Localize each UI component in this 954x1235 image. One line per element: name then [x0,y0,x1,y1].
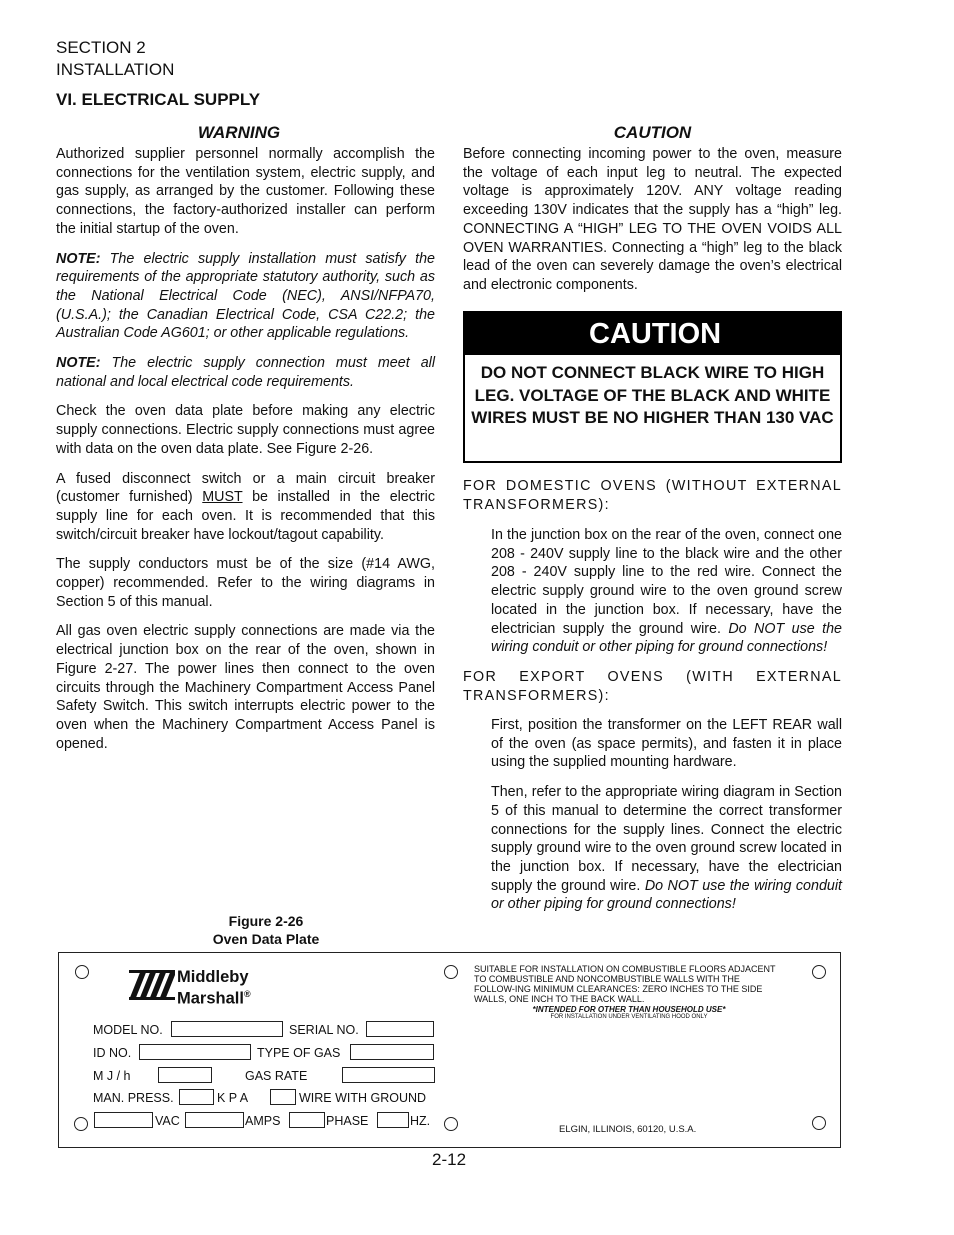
paragraph-text: A fused disconnect switch or a main circuit breaker (customer furnished) [56,470,435,506]
paragraph-text: be installed in the electric supply line for each oven. It is recommended that this switch/circuit breaker have lockout/tagout capability. [56,489,435,543]
vac-label: VAC [155,1114,180,1128]
figure-number: Figure 2-26 [228,913,304,929]
left-column [56,145,435,753]
mounting-hole-icon [812,1116,826,1130]
export-heading: FOR EXPORT OVENS (WITH EXTERNAL TRANSFORMERS): [463,669,842,704]
domestic-section [463,477,842,514]
section-title: INSTALLATION [56,60,175,79]
address: ELGIN, ILLINOIS, 60120, U.S.A. [559,1124,697,1135]
model-field [171,1021,283,1037]
mjh-label: M J / h [93,1069,131,1083]
page-number: 2-12 [432,1150,467,1169]
ground-warning-italic: Do NOT use the wiring conduit or other piping for ground connections! [491,620,842,656]
export-paragraph-2 [491,783,842,914]
man-press-field [179,1089,214,1105]
must-emphasis: MUST [202,489,243,506]
export-paragraph-1: First, position the transformer on the LEFT REAR wall of the oven (as space permits), and fasten it in place using the supplied mounting hardware. [491,717,842,771]
warning-heading: WARNING [197,123,281,142]
caution-box-message: DO NOT CONNECT BLACK WIRE TO HIGH LEG. VOLTAGE OF THE BLACK AND WHITE WIRES MUST BE NO HIGHER THAN 130 VAC [471,363,834,427]
caution-heading: CAUTION [613,123,692,142]
clearance-text: SUITABLE FOR INSTALLATION ON COMBUSTIBLE FLOORS ADJACENT TO COMBUSTIBLE AND NONCOMBUSTIBLE WALLS WITH THE FOLLOW-ING MINIMUM CLEARANCES: ZERO INCHES TO THE SIDE WALLS, ONE INCH TO THE BACK WALL. [474,964,776,1004]
paragraph-text: In the junction box on the rear of the oven, connect one 208 - 240V supply line to the black wire and the other 208 - 240V supply line to the red wire. Connect the electric supply ground wire to the oven ground screw located in the junction box. If necessary, have the electrician supply the ground wire. [491,527,842,637]
id-label: ID NO. [93,1046,132,1060]
caution-box-label: CAUTION [465,313,840,355]
brand-line-1: Middleby [177,968,249,986]
brand-line-2-wrap [177,986,251,1008]
domestic-heading: FOR DOMESTIC OVENS (WITHOUT EXTERNAL TRANSFORMERS): [463,478,842,513]
kpa-field [270,1089,296,1105]
ground-label: WIRE WITH GROUND [299,1091,427,1105]
household-notice: *INTENDED FOR OTHER THAN HOUSEHOLD USE* [532,1005,726,1014]
phase-field [289,1112,325,1128]
mounting-hole-icon [444,965,458,979]
model-label: MODEL NO. [93,1023,163,1037]
man-press-label: MAN. PRESS. [93,1091,174,1105]
export-instructions [491,716,842,914]
note-label: NOTE: [56,250,101,267]
middleby-logo-icon [129,970,175,1000]
note-supply-regulations [56,250,435,344]
ground-warning-italic: Do NOT use the wiring conduit or other piping for ground connections! [491,877,843,913]
figure-title: Oven Data Plate [212,931,320,947]
caution-paragraph: Before connecting incoming power to the oven, measure the voltage of each input leg to neutral. The expected voltage is approximately 120V. ANY voltage reading exceeding 130V indicates that the supply has a “high” leg. CONNECTING A “HIGH” LEG TO THE OVEN VOIDS ALL OVEN WARRANTIES. Connecting a “high” leg to the black lead of the oven can severely damage the oven’s electrical and electronic components. [463,146,842,293]
phase-label: PHASE [326,1114,369,1128]
vac-field [94,1112,153,1128]
gas-type-field [350,1044,434,1060]
kpa-label: K P A [217,1091,249,1105]
amps-label: AMPS [245,1114,281,1128]
caution-paragraph-wrap [463,145,842,295]
domestic-paragraph [491,526,842,657]
brand-line-2: Marshall [177,989,244,1008]
amps-field [185,1112,244,1128]
disconnect-paragraph [56,470,435,545]
data-plate-paragraph: Check the oven data plate before making any electric supply connections. Electric supply connections must agree with data on the oven data plate. See Figure 2-26. [56,403,435,457]
brand-name [177,969,251,1008]
warning-paragraph: Authorized supplier personnel normally accomplish the connections for the ventilation system, electric supply, and gas supply, as arranged by the customer. Following these connections, the factory-authorized installer can perform the initial startup of the oven. [56,146,435,237]
figure-caption [166,912,366,948]
mounting-hole-icon [444,1117,458,1131]
junction-box-paragraph: All gas oven electric supply connections are made via the electrical junction box on the rear of the oven, shown in Figure 2-27. The power lines then connect to the oven circuits through the Machinery Compartment Access Panel Safety Switch. This switch interrupts electric power to the oven when the Machinery Compartment Access Panel is opened. [56,623,435,752]
gas-rate-label: GAS RATE [245,1069,308,1083]
domestic-instructions [491,526,842,657]
note-text: The electric supply connection must meet all national and local electrical code requirements. [56,355,435,390]
paragraph-text: Then, refer to the appropriate wiring diagram in Section 5 of this manual to determine the correct transformer connections for the supply lines. Connect the electric supply ground wire to the oven ground screw located in the junction box. If necessary, have the electrician supply the ground wire. [491,784,842,894]
caution-box [463,311,842,463]
note-text: The electric supply installation must satisfy the requirements of the appropriate statutory authority, such as the National Electrical Code (NEC), ANSI/NFPA70, (U.S.A.); the Canadian Electrical Code, CSA C22.2; the Australian Code AG601; or other applicable regulations. [56,250,435,342]
gas-rate-field [342,1067,435,1083]
conductors-paragraph: The supply conductors must be of the size (#14 AWG, copper) recommended. Refer to the wiring diagrams in Section 5 of this manual. [56,556,435,610]
export-section [463,668,842,705]
section-number: SECTION 2 [56,38,146,57]
mjh-field [158,1067,212,1083]
hood-notice: FOR INSTALLATION UNDER VENTILATING HOOD ONLY [550,1014,708,1020]
gas-type-label: TYPE OF GAS [257,1046,341,1060]
note-label: NOTE: [56,355,101,372]
id-field [139,1044,251,1060]
page-heading: VI. ELECTRICAL SUPPLY [56,90,261,109]
hz-label: HZ. [410,1114,431,1128]
oven-data-plate [58,952,841,1148]
hz-field [377,1112,409,1128]
registered-mark: ® [243,989,251,999]
serial-label: SERIAL NO. [289,1023,359,1037]
mounting-hole-icon [75,965,89,979]
mounting-hole-icon [812,965,826,979]
note-code-requirements [56,354,435,391]
serial-field [366,1021,434,1037]
mounting-hole-icon [74,1117,88,1131]
